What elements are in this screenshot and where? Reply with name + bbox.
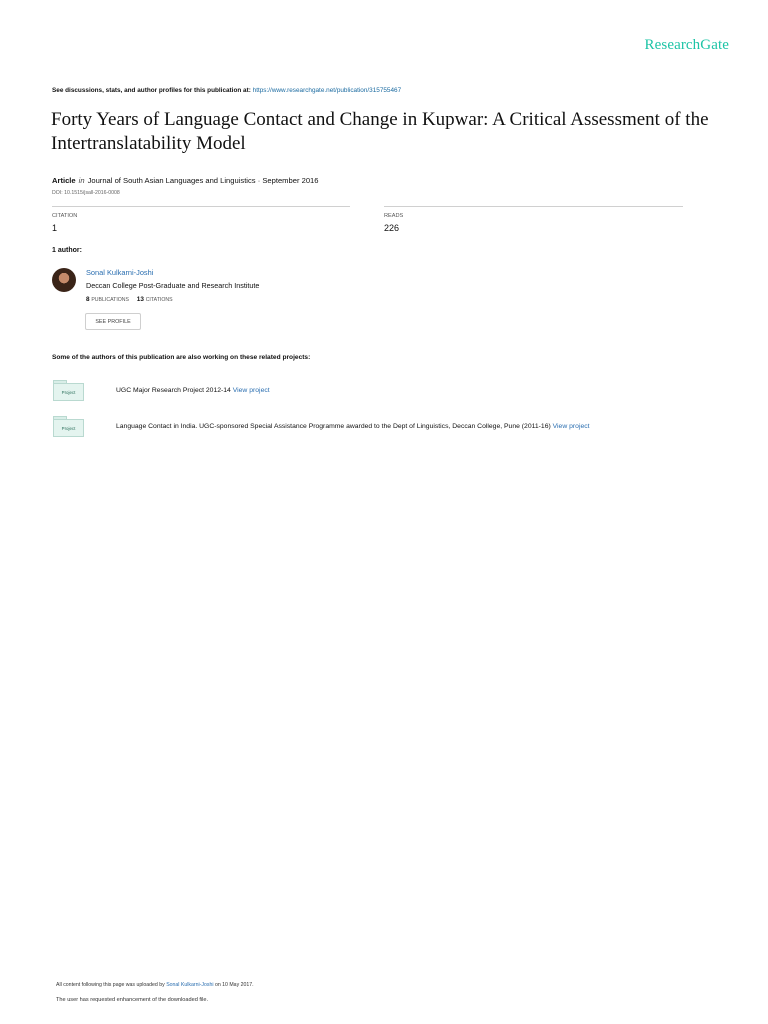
researchgate-logo[interactable]: ResearchGate [644,37,729,53]
doi-text: DOI: 10.1515/jsall-2016-0008 [52,190,120,196]
project-item [116,423,590,430]
see-profile-button[interactable]: SEE PROFILE [85,313,141,330]
project-folder-icon [53,416,83,436]
project-folder-icon [53,380,83,400]
project-icon-label: Project [53,383,84,401]
publications-label: PUBLICATIONS [91,297,130,303]
author-name-link[interactable]: Sonal Kulkarni-Joshi [86,268,154,277]
citation-label: CITATION [52,213,78,219]
discussions-line [52,87,401,94]
project-icon-label: Project [53,419,84,437]
uploaded-prefix: All content following this page was uploaded by [56,982,165,988]
citations-count: 13 [136,296,144,303]
discussions-text: See discussions, stats, and author profiles for this publication at: [52,87,251,94]
citations-label: CITATIONS [145,297,173,303]
project-item [116,387,270,394]
uploaded-suffix: on 10 May 2017. [214,982,254,988]
enhancement-note: The user has requested enhancement of the downloaded file. [56,997,209,1003]
citation-divider [52,206,350,207]
publication-title: Forty Years of Language Contact and Change in Kupwar: A Critical Assessment of the Intertranslatability Model [51,109,709,154]
author-institution: Deccan College Post-Graduate and Research Institute [86,281,260,290]
related-projects-label: Some of the authors of this publication are also working on these related projects: [52,354,311,361]
uploader-link[interactable]: Sonal Kulkarni-Joshi [166,982,214,988]
publication-type: Article [52,176,76,185]
citation-value: 1 [52,223,58,233]
publication-url-link[interactable]: https://www.researchgate.net/publication/315755467 [252,87,402,94]
view-project-link[interactable]: View project [232,387,270,394]
publications-count: 8 [86,296,90,303]
project-title: UGC Major Research Project 2012-14 [116,387,231,394]
in-word: in [78,176,85,185]
publication-meta [52,176,319,185]
reads-divider [384,206,683,207]
upload-note [56,982,254,988]
authors-label: 1 author: [52,247,82,254]
journal-date: Journal of South Asian Languages and Linguistics · September 2016 [87,176,319,185]
reads-label: READS [384,213,404,219]
avatar[interactable] [52,268,76,292]
project-title: Language Contact in India. UGC-sponsored Special Assistance Programme awarded to the Dept of Linguistics, Deccan College, Pune (2011-16) [116,423,551,430]
author-stats [86,296,179,303]
reads-value: 226 [384,223,400,233]
view-project-link[interactable]: View project [552,423,590,430]
